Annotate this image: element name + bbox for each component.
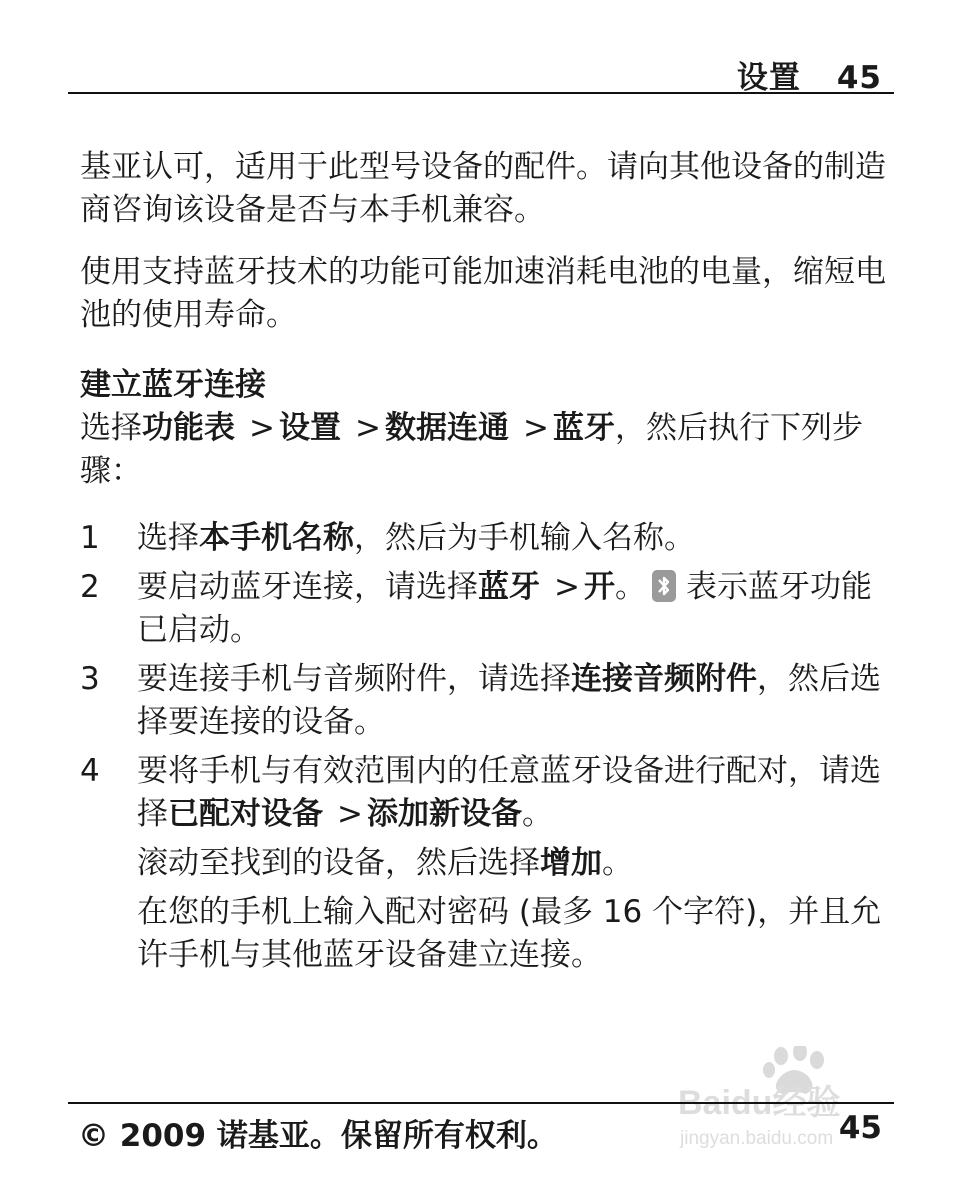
ui-term: 已配对设备	[168, 796, 323, 832]
steps-list	[80, 517, 890, 977]
ui-term: 开	[583, 569, 615, 605]
ui-term: 连接音频附件	[571, 661, 757, 697]
step-1: 1 选择本手机名称，然后为手机输入名称。	[80, 517, 890, 560]
ui-term: 本手机名称	[199, 520, 354, 556]
page-header	[68, 48, 894, 94]
section-intro: 选择功能表 > 设置 > 数据连通 > 蓝牙，然后执行下列步骤：	[80, 410, 863, 489]
step-number: 1	[80, 520, 100, 556]
step-3: 3 要连接手机与音频附件，请选择连接音频附件，然后选择要连接的设备。	[80, 658, 890, 744]
menu-path-bluetooth: 蓝牙	[552, 410, 615, 446]
step-number: 4	[80, 753, 100, 789]
step-4: 4 要将手机与有效范围内的任意蓝牙设备进行配对，请选择已配对设备 > 添加新设备。 滚动至找到的设备，然后选择增加。 在您的手机上输入配对密码 (最多 16 个字符)，并且允许手机与其他蓝牙设备建立连接。	[80, 750, 890, 977]
step-number: 3	[80, 661, 100, 697]
paragraph-battery: 使用支持蓝牙技术的功能可能加速消耗电池的电量，缩短电池的使用寿命。	[80, 254, 886, 333]
paragraph-compatibility: 基亚认可，适用于此型号设备的配件。请向其他设备的制造商咨询该设备是否与本手机兼容。	[80, 149, 886, 228]
step-4-substep-1: 滚动至找到的设备，然后选择增加。	[137, 845, 633, 881]
menu-path-connectivity: 数据连通	[384, 410, 509, 446]
footer-copyright: © 2009 诺基亚。保留所有权利。	[78, 1118, 558, 1154]
ui-term: 增加	[540, 845, 602, 881]
watermark-brand: Baidu经验	[678, 1084, 841, 1122]
page-content	[80, 146, 890, 983]
footer-page-number: 45	[838, 1110, 882, 1146]
menu-path-settings: 设置	[278, 410, 341, 446]
ui-term: 蓝牙	[478, 569, 540, 605]
step-2: 2 要启动蓝牙连接，请选择蓝牙 > 开。 表示蓝牙功能已启动。	[80, 566, 890, 652]
watermark-url: jingyan.baidu.com	[680, 1128, 834, 1149]
header-title	[737, 52, 882, 97]
ui-term: 添加新设备	[366, 796, 522, 832]
header-section: 设置	[736, 60, 801, 96]
menu-path-functions: 功能表	[142, 410, 235, 446]
section-heading: 建立蓝牙连接	[80, 367, 266, 403]
header-page-number: 45	[836, 60, 882, 96]
step-number: 2	[80, 569, 100, 605]
bluetooth-icon	[652, 570, 676, 602]
step-4-substep-2: 在您的手机上输入配对密码 (最多 16 个字符)，并且允许手机与其他蓝牙设备建立连接。	[137, 894, 882, 973]
